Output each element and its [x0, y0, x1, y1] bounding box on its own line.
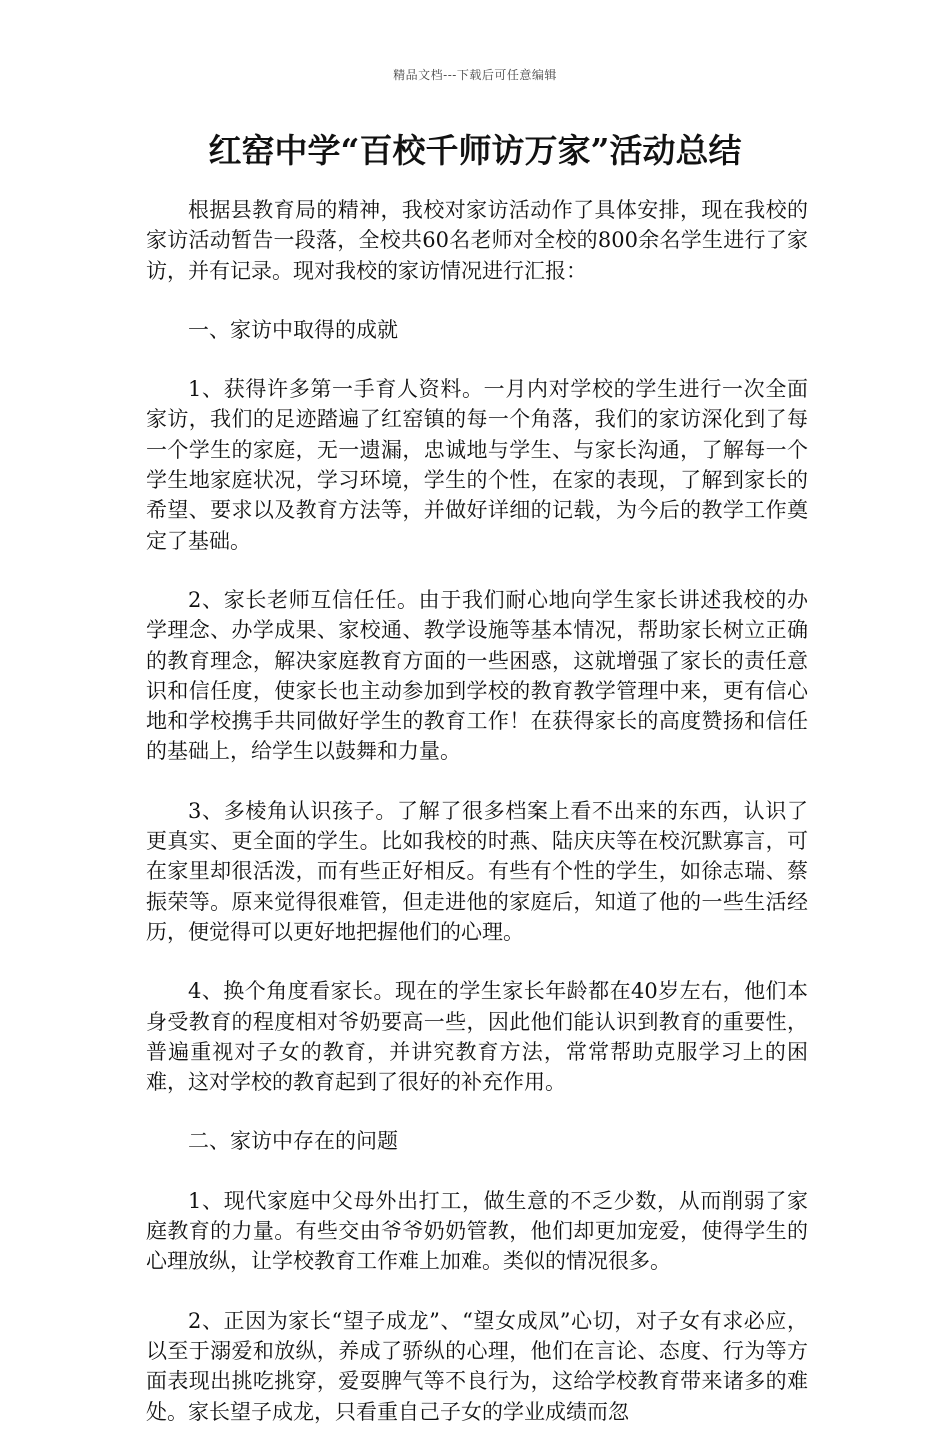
intro-paragraph: 根据县教育局的精神，我校对家访活动作了具体安排，现在我校的家访活动暂告一段落，全校共60名老师对全校的800余名学生进行了家访，并有记录。现对我校的家访情况进行汇报：	[146, 198, 808, 283]
achievement-paragraph-2: 2、家长老师互信任任。由于我们耐心地向学生家长讲述我校的办学理念、办学成果、家校通、教学设施等基本情况，帮助家长树立正确的教育理念，解决家庭教育方面的一些困惑，这就增强了家长的责任意识和信任度，使家长也主动参加到学校的教育教学管理中来，更有信心地和学校携手共同做好学生的教育工作！在获得家长的高度赞扬和信任的基础上，给学生以鼓舞和力量。	[146, 587, 808, 764]
achievement-paragraph-3: 3、多棱角认识孩子。了解了很多档案上看不出来的东西，认识了更真实、更全面的学生。比如我校的时燕、陆庆庆等在校沉默寡言，可在家里却很活泼，而有些正好相反。有些有个性的学生，如徐志瑞、蔡振荣等。原来觉得很难管，但走进他的家庭后，知道了他的一些生活经历，便觉得可以更好地把握他们的心理。	[146, 798, 808, 944]
achievement-paragraph-1: 1、获得许多第一手育人资料。一月内对学校的学生进行一次全面家访，我们的足迹踏遍了红窑镇的每一个角落，我们的家访深化到了每一个学生的家庭，无一遗漏，忠诚地与学生、与家长沟通，了解每一个学生地家庭状况，学习环境，学生的个性，在家的表现，了解到家长的希望、要求以及教育方法等，并做好详细的记载，为今后的教学工作奠定了基础。	[146, 377, 808, 553]
page-watermark: 精品文档---下载后可任意编辑	[393, 68, 557, 82]
problem-paragraph-1: 1、现代家庭中父母外出打工，做生意的不乏少数，从而削弱了家庭教育的力量。有些交由爷爷奶奶管教，他们却更加宠爱，使得学生的心理放纵，让学校教育工作难上加难。类似的情况很多。	[146, 1188, 808, 1274]
problem-paragraph-2: 2、正因为家长“望子成龙”、“望女成凤”心切，对子女有求必应，以至于溺爱和放纵，养成了骄纵的心理，他们在言论、态度、行为等方面表现出挑吃挑穿，爱耍脾气等不良行为，这给学校教育带来诸多的难处。家长望子成龙，只看重自己子女的学业成绩而忽	[146, 1308, 808, 1424]
section-heading-problems: 二、家访中存在的问题	[188, 1129, 398, 1154]
section-heading-achievements: 一、家访中取得的成就	[188, 317, 398, 342]
achievement-paragraph-4: 4、换个角度看家长。现在的学生家长年龄都在40岁左右，他们本身受教育的程度相对爷奶要高一些，因此他们能认识到教育的重要性，普遍重视对子女的教育，并讲究教育方法，常常帮助克服学习上的困难，这对学校的教育起到了很好的补充作用。	[146, 979, 808, 1095]
document-title: 红窑中学“百校千师访万家”活动总结	[208, 131, 742, 170]
document-body	[146, 195, 808, 1456]
